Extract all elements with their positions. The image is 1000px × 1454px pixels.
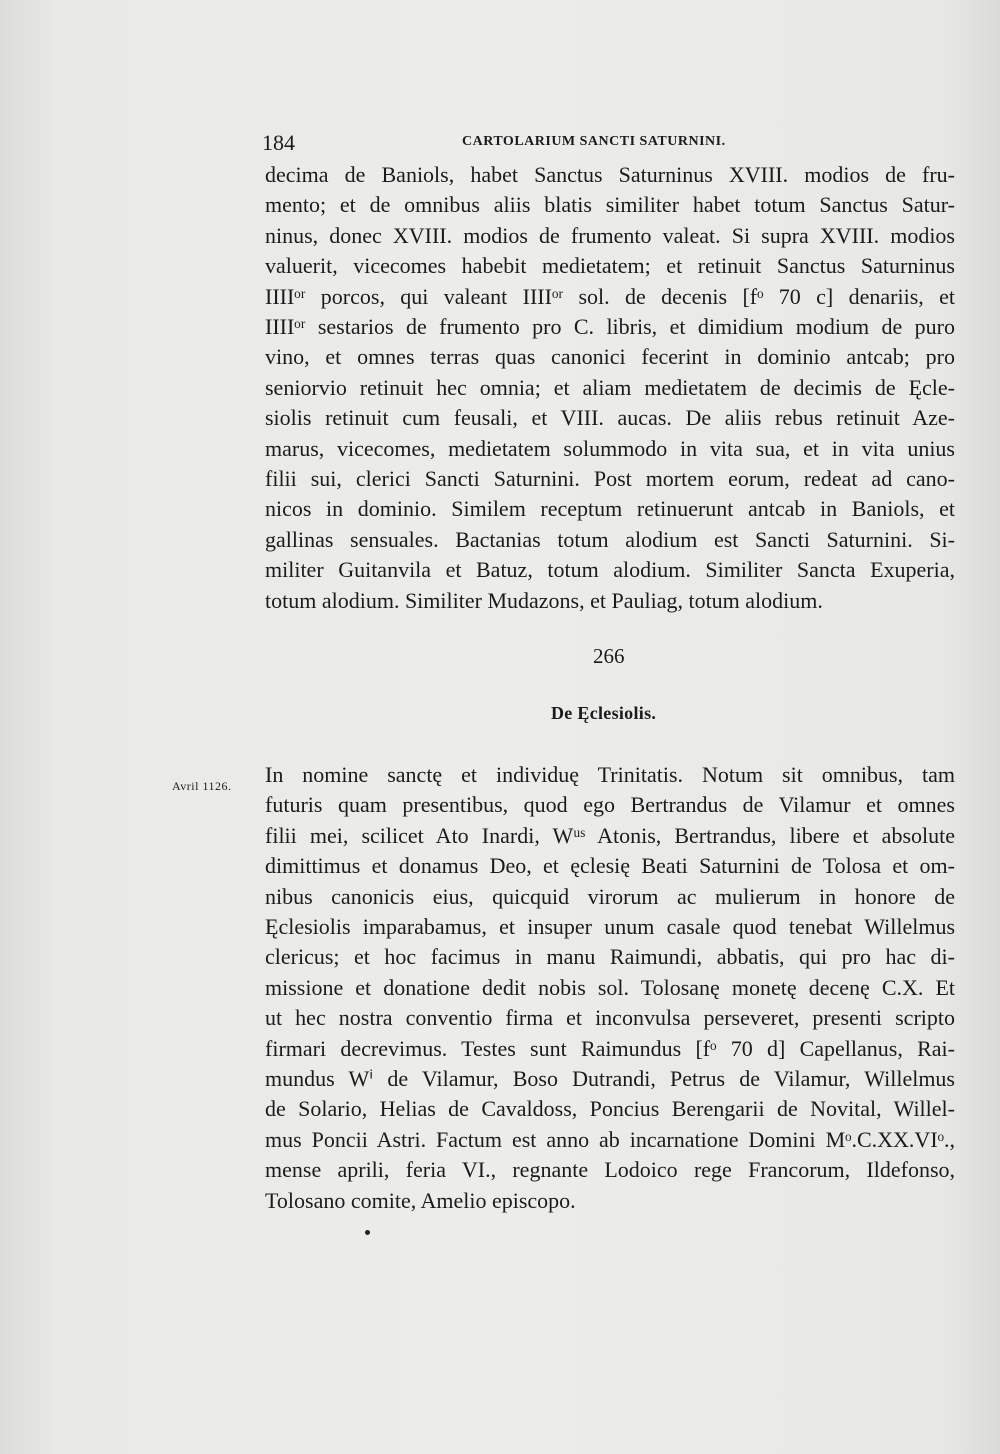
text-line: dimittimus et donamus Deo, et ęclesię Beati Saturnini de Tolosa et om-: [265, 853, 955, 879]
text-line: valuerit, vicecomes habebit medietatem; et retinuit Sanctus Saturninus: [265, 253, 955, 279]
text-line: filii mei, scilicet Ato Inardi, Wᵘˢ Atonis, Bertrandus, libere et absolute: [265, 822, 955, 848]
text-line: filii sui, clerici Sancti Saturnini. Post mortem eorum, redeat ad cano-: [265, 466, 955, 492]
text-line: IIIIᵒʳ sestarios de frumento pro C. libris, et dimidium modium de puro: [265, 314, 955, 340]
charter-text: [265, 760, 955, 1216]
text-line: IIIIᵒʳ porcos, qui valeant IIIIᵒʳ sol. de decenis [fᵒ 70 c] denariis, et: [265, 283, 955, 309]
text-line: futuris quam presentibus, quod ego Bertrandus de Vilamur et omnes: [265, 792, 955, 818]
running-header: [262, 130, 782, 160]
text-line: mense aprili, feria VI., regnante Lodoico rege Francorum, Ildefonso,: [265, 1157, 955, 1183]
charter-title: De Ęclesiolis.: [551, 703, 657, 723]
charter-number: 266: [593, 644, 625, 668]
text-line: nicos in dominio. Similem receptum retinuerunt antcab in Baniols, et: [265, 496, 955, 522]
text-line: vino, et omnes terras quas canonici fecerint in dominio antcab; pro: [265, 344, 955, 370]
text-line: de Solario, Helias de Cavaldoss, Poncius Berengarii de Novital, Willel-: [265, 1096, 955, 1122]
paragraph-continued: [265, 160, 955, 616]
text-line: missione et donatione dedit nobis sol. Tolosanę monetę decenę C.X. Et: [265, 974, 955, 1000]
text-line: totum alodium. Similiter Mudazons, et Pauliag, totum alodium.: [265, 587, 823, 613]
text-line: clericus; et hoc facimus in manu Raimundi, abbatis, qui pro hac di-: [265, 944, 955, 970]
text-line: nibus canonicis eius, quicquid virorum ac mulierum in honore de: [265, 883, 955, 909]
text-line: ninus, donec XVIII. modios de frumento valeat. Si supra XVIII. modios: [265, 222, 955, 248]
text-line: firmari decrevimus. Testes sunt Raimundus [fᵒ 70 d] Capellanus, Rai-: [265, 1035, 955, 1061]
text-line: gallinas sensuales. Bactanias totum alodium est Sancti Saturnini. Si-: [265, 526, 955, 552]
text-line: mento; et de omnibus aliis blatis similiter habet totum Sanctus Satur-: [265, 192, 955, 218]
text-line: In nomine sanctę et individuę Trinitatis. Notum sit omnibus, tam: [265, 762, 955, 787]
text-line: decima de Baniols, habet Sanctus Saturninus XVIII. modios de fru-: [265, 162, 955, 187]
margin-date-note: Avril 1126.: [172, 779, 232, 793]
text-line: marus, vicecomes, medietatem solummodo in vita sua, et in vita unius: [265, 435, 955, 461]
text-line: Ęclesiolis imparabamus, et insuper unum casale quod tenebat Willelmus: [265, 914, 955, 940]
page-number: 184: [262, 130, 295, 155]
text-line: mundus Wⁱ de Vilamur, Boso Dutrandi, Petrus de Vilamur, Willelmus: [265, 1066, 955, 1092]
text-line: seniorvio retinuit hec omnia; et aliam medietatem de decimis de Ęcle-: [265, 374, 955, 400]
running-title: CARTOLARIUM SANCTI SATURNINI.: [462, 134, 726, 149]
text-line: ut hec nostra conventio firma et inconvulsa perseveret, presenti scripto: [265, 1005, 955, 1031]
text-line: Tolosano comite, Amelio episcopo.: [265, 1187, 576, 1213]
text-line: militer Guitanvila et Batuz, totum alodium. Similiter Sancta Exuperia,: [265, 557, 955, 583]
text-line: mus Poncii Astri. Factum est anno ab incarnatione Domini Mᵒ.C.XX.VIᵒ.,: [265, 1126, 955, 1152]
text-line: siolis retinuit cum feusali, et VIII. aucas. De aliis rebus retinuit Aze-: [265, 405, 955, 431]
ink-dot: [365, 1230, 370, 1235]
